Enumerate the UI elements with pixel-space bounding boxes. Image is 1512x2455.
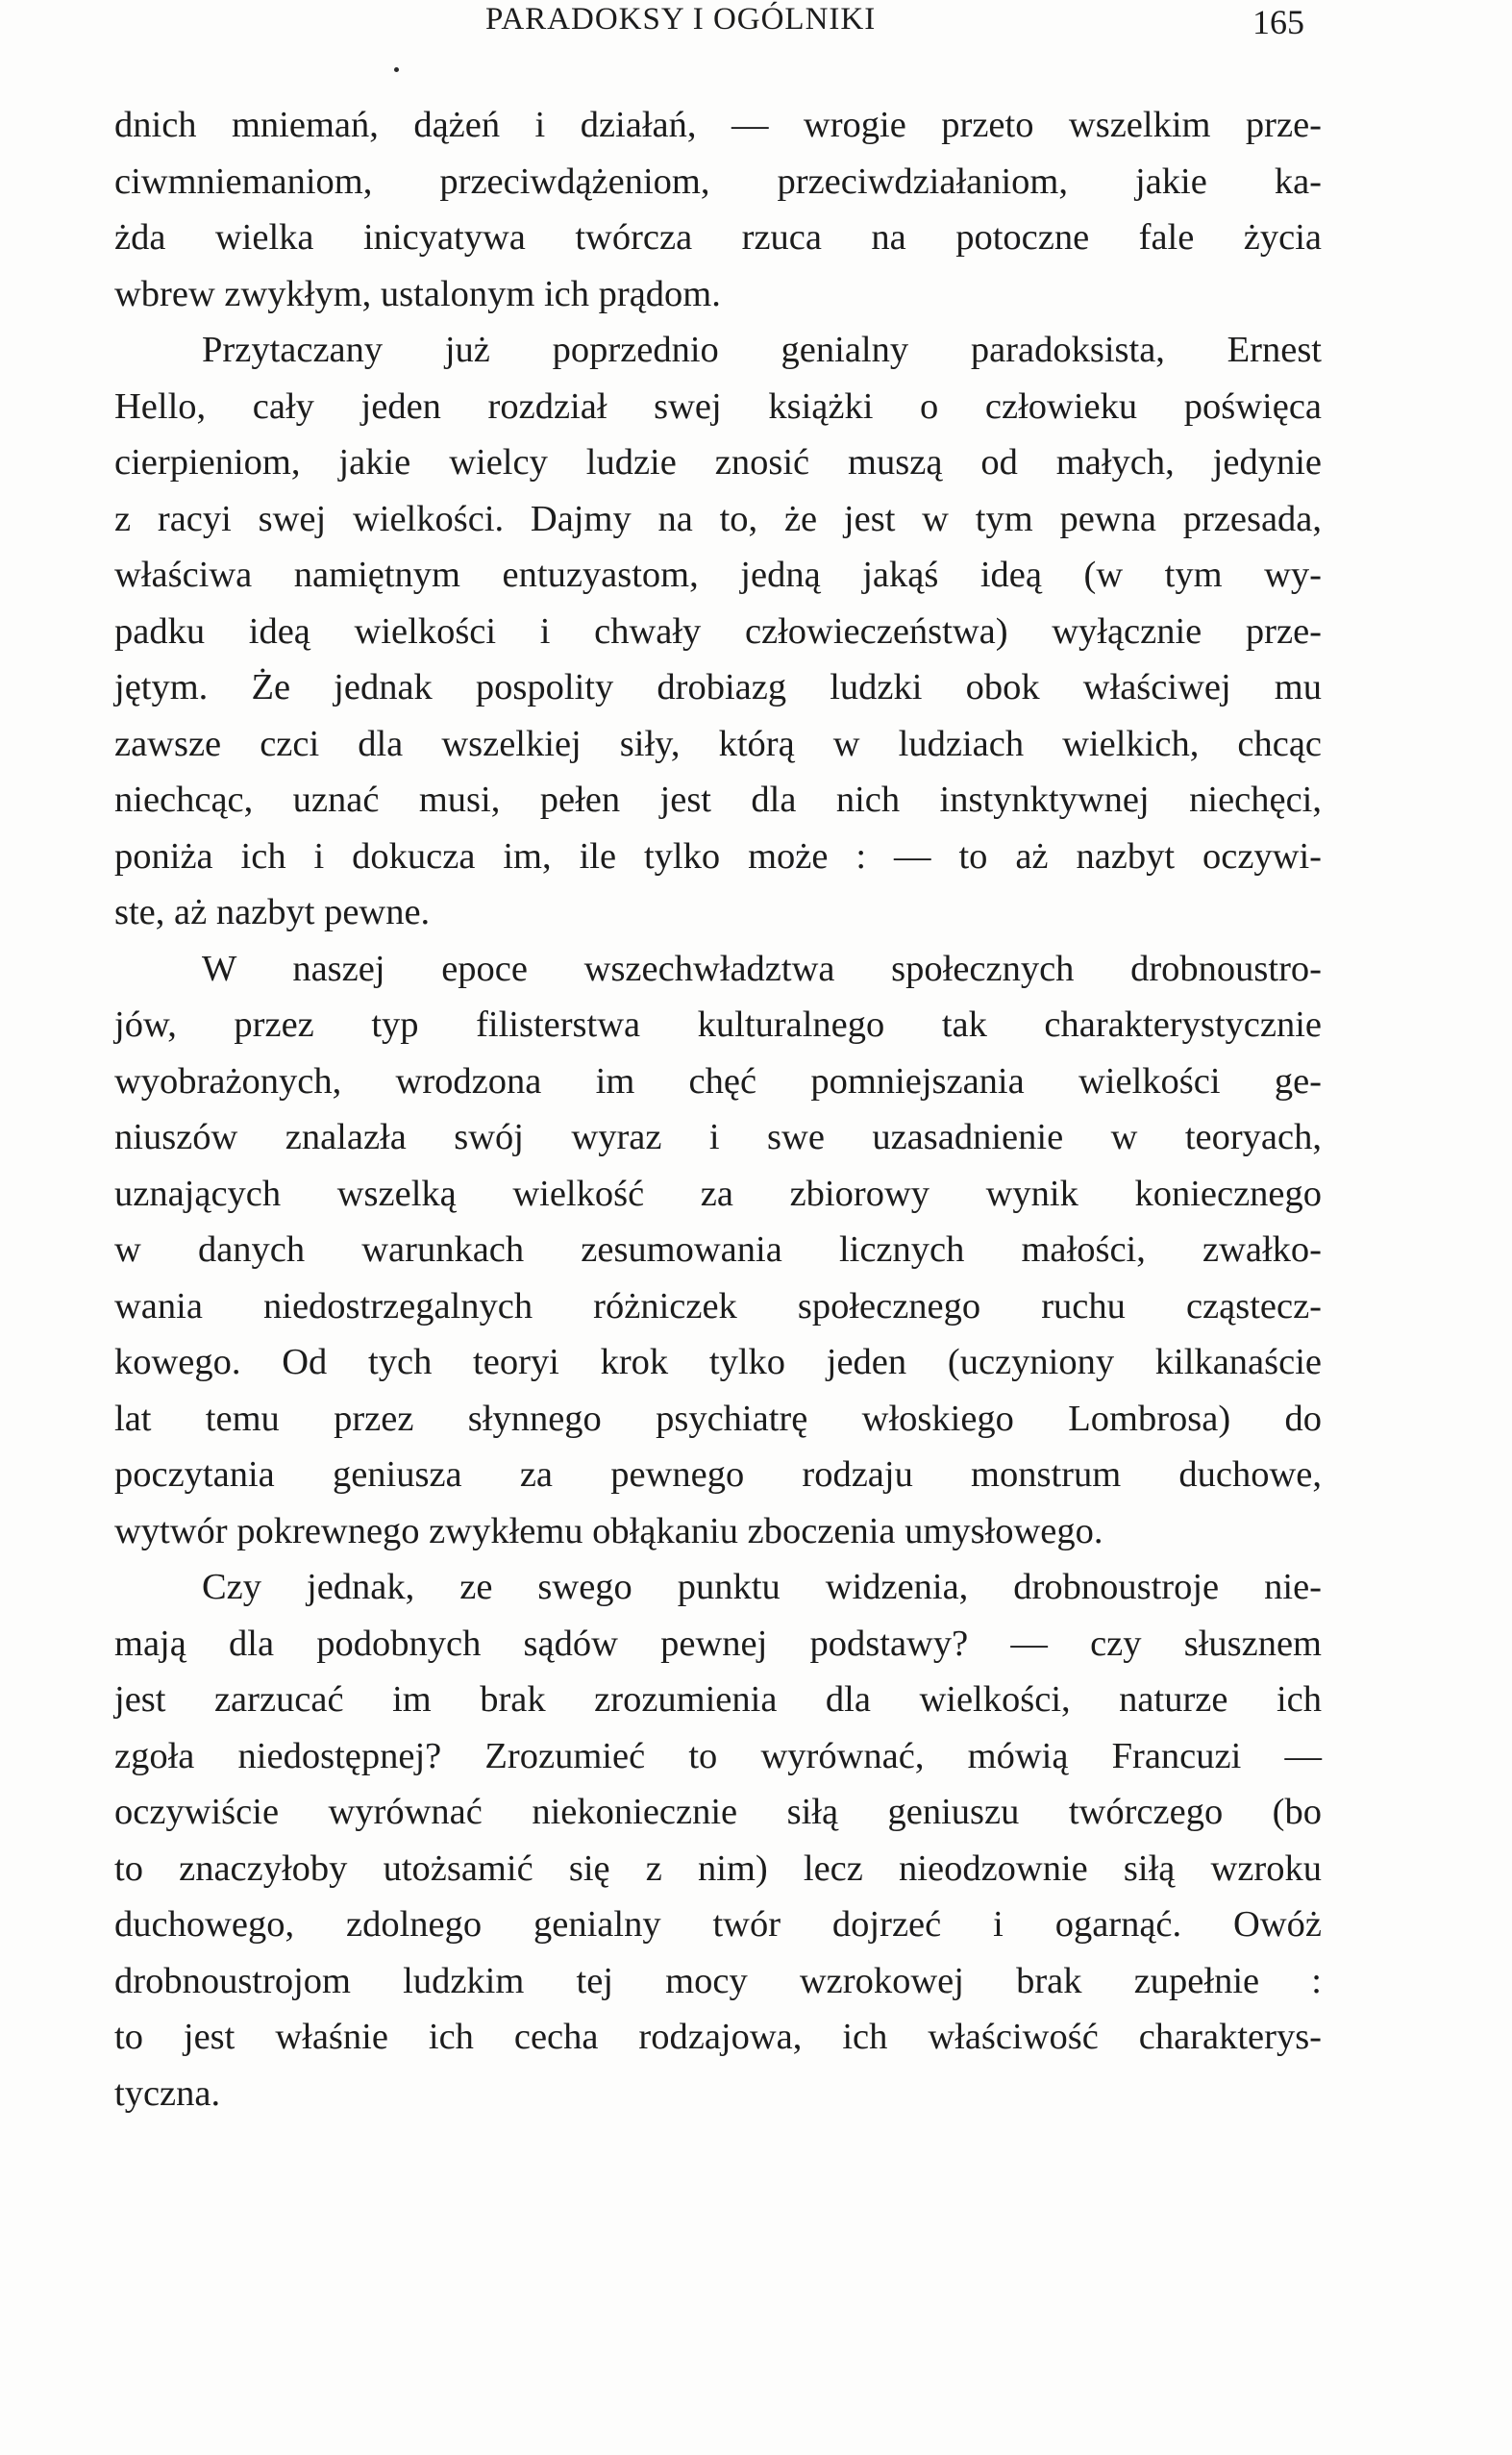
text-line: jest zarzucać im brak zrozumienia dla wielkości, naturze ich — [114, 1679, 1322, 1720]
text-line: tyczna. — [114, 2072, 221, 2114]
text-line: poczytania geniusza za pewnego rodzaju monstrum duchowe, — [114, 1454, 1322, 1495]
text-line: Przytaczany już poprzednio genialny paradoksista, Ernest — [202, 330, 1322, 370]
text-line: duchowego, zdolnego genialny twór dojrzeć i ogarnąć. Owóż — [114, 1904, 1322, 1945]
page-number: 165 — [1252, 3, 1304, 41]
text-line: kowego. Od tych teoryi krok tylko jeden (uczyniony kilkanaście — [114, 1342, 1322, 1382]
paragraph-2 — [114, 322, 1322, 941]
text-line: wytwór pokrewnego zwykłemu obłąkaniu zboczenia umysłowego. — [114, 1510, 1103, 1551]
text-line: ste, aż nazbyt pewne. — [114, 892, 431, 932]
text-line: jętym. Że jednak pospolity drobiazg ludzki obok właściwej mu — [114, 667, 1322, 707]
text-line: cierpieniom, jakie wielcy ludzie znosić muszą od małych, jedynie — [114, 442, 1322, 483]
text-line: uznających wszelką wielkość za zbiorowy wynik koniecznego — [114, 1173, 1322, 1214]
text-line: lat temu przez słynnego psychiatrę włoskiego Lombrosa) do — [114, 1398, 1322, 1439]
text-line: niechcąc, uznać musi, pełen jest dla nich instynktywnej niechęci, — [114, 780, 1322, 820]
paragraph-4 — [114, 1559, 1322, 2121]
running-title: PARADOKSY I OGÓLNIKI — [485, 2, 877, 37]
text-line: oczywiście wyrównać niekoniecznie siłą geniuszu twórczego (bo — [114, 1792, 1322, 1832]
text-line: padku ideą wielkości i chwały człowieczeństwa) wyłącznie prze- — [114, 610, 1322, 652]
text-line: to znaczyłoby utożsamić się z nim) lecz nieodzownie siłą wzroku — [114, 1847, 1322, 1889]
text-line: zawsze czci dla wszelkiej siły, którą w ludziach wielkich, chcąc — [114, 723, 1322, 764]
running-header — [0, 2, 1512, 44]
text-line: wyobrażonych, wrodzona im chęć pomniejszania wielkości ge- — [114, 1060, 1322, 1102]
text-line: poniża ich i dokucza im, ile tylko może : — to aż nazbyt oczywi- — [114, 835, 1322, 877]
text-line: w danych warunkach zesumowania licznych małości, zwałko- — [114, 1229, 1322, 1270]
text-line: niuszów znalazła swój wyraz i swe uzasadnienie w teoryach, — [114, 1117, 1322, 1157]
text-line: mają dla podobnych sądów pewnej podstawy? — czy słusznem — [114, 1623, 1322, 1664]
print-speck — [394, 67, 399, 72]
text-line: ciwmniemaniom, przeciwdążeniom, przeciwdziałaniom, jakie ka- — [114, 161, 1322, 202]
body-text — [114, 97, 1322, 2121]
text-line: zgoła niedostępnej? Zrozumieć to wyrównać, mówią Francuzi — — [114, 1735, 1322, 1776]
text-line: właściwa namiętnym entuzyastom, jedną jakąś ideą (w tym wy- — [114, 555, 1322, 595]
text-line: jów, przez typ filisterstwa kulturalnego tak charakterystycznie — [114, 1004, 1322, 1045]
text-line: wbrew zwykłym, ustalonym ich prądom. — [114, 273, 721, 314]
text-line: drobnoustrojom ludzkim tej mocy wzrokowej brak zupełnie : — [114, 1960, 1322, 2001]
text-line: to jest właśnie ich cecha rodzajowa, ich właściwość charakterys- — [114, 2017, 1322, 2057]
text-line: z racyi swej wielkości. Dajmy na to, że jest w tym pewna przesada, — [114, 498, 1322, 539]
text-line: wania niedostrzegalnych różniczek społecznego ruchu cząstecz- — [114, 1285, 1322, 1327]
paragraph-3 — [114, 941, 1322, 1560]
text-line: żda wielka inicyatywa twórcza rzuca na potoczne fale życia — [114, 217, 1322, 258]
paragraph-1-continuation — [114, 97, 1322, 322]
text-line: dnich mniemań, dążeń i działań, — wrogie przeto wszelkim prze- — [114, 105, 1322, 145]
text-line: Czy jednak, ze swego punktu widzenia, drobnoustroje nie- — [202, 1567, 1322, 1607]
text-line: W naszej epoce wszechwładztwa społecznych drobnoustro- — [202, 948, 1322, 989]
text-line: Hello, cały jeden rozdział swej książki o człowieku poświęca — [114, 385, 1322, 427]
